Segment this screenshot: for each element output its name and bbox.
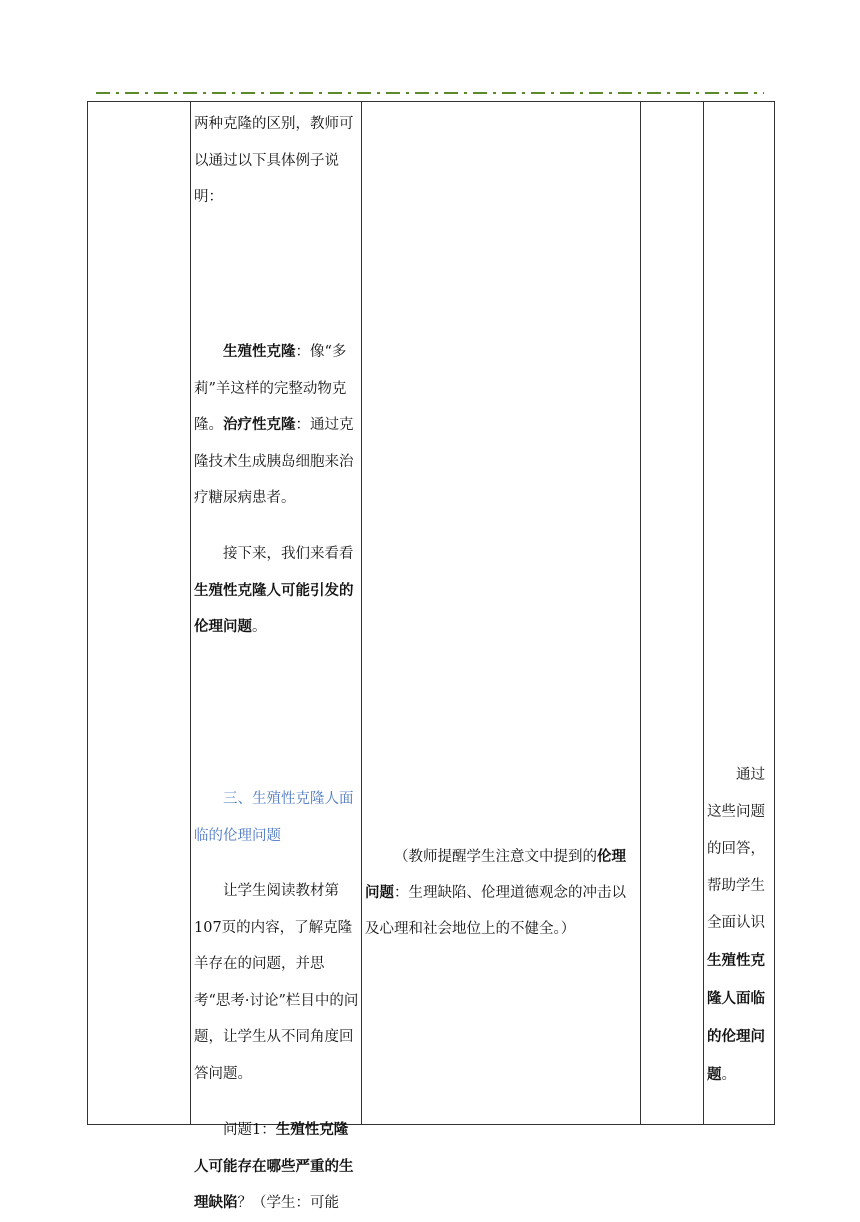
teacher-reminder: （教师提醒学生注意文中提到的伦理问题：生理缺陷、伦理道德观念的冲击以及心理和社会地位上的不健全。） (365, 848, 626, 937)
section-heading: 三、生殖性克隆人面临的伦理问题 (194, 791, 354, 844)
header-dash-line (96, 90, 764, 96)
paragraph-question-1: 问题1：生殖性克隆人可能存在哪些严重的生理缺陷？（学生：可能 (194, 1121, 354, 1211)
col-4-cell (641, 102, 704, 1125)
lesson-table (87, 101, 775, 1211)
design-intent-cell (704, 102, 775, 1125)
design-intent-text: 通过这些问题的回答，帮助学生全面认识生殖性克隆人面临的伦理问题。 (707, 767, 765, 1083)
term-therapeutic-cloning: 治疗性克隆 (223, 416, 296, 433)
paragraph-reading-task: 让学生阅读教材第107页的内容，了解克隆羊存在的问题，并思考“思考·讨论”栏目中的问题，让学生从不同角度回答问题。 (194, 883, 359, 1082)
table-row (88, 102, 775, 1125)
teaching-process-cell (191, 102, 362, 1211)
paragraph-examples: 生殖性克隆：像“多莉”羊这样的完整动物克隆。治疗性克隆：通过克隆技术生成胰岛细胞来治疗糖尿病患者。 (194, 343, 354, 506)
paragraph-transition: 接下来，我们来看看生殖性克隆人可能引发的伦理问题。 (194, 546, 354, 635)
term-reproductive-cloning: 生殖性克隆 (223, 343, 296, 360)
col-1-cell (88, 102, 191, 1125)
student-activity-cell (362, 102, 641, 1125)
paragraph-intro: 两种克隆的区别，教师可以通过以下具体例子说明： (194, 116, 354, 205)
